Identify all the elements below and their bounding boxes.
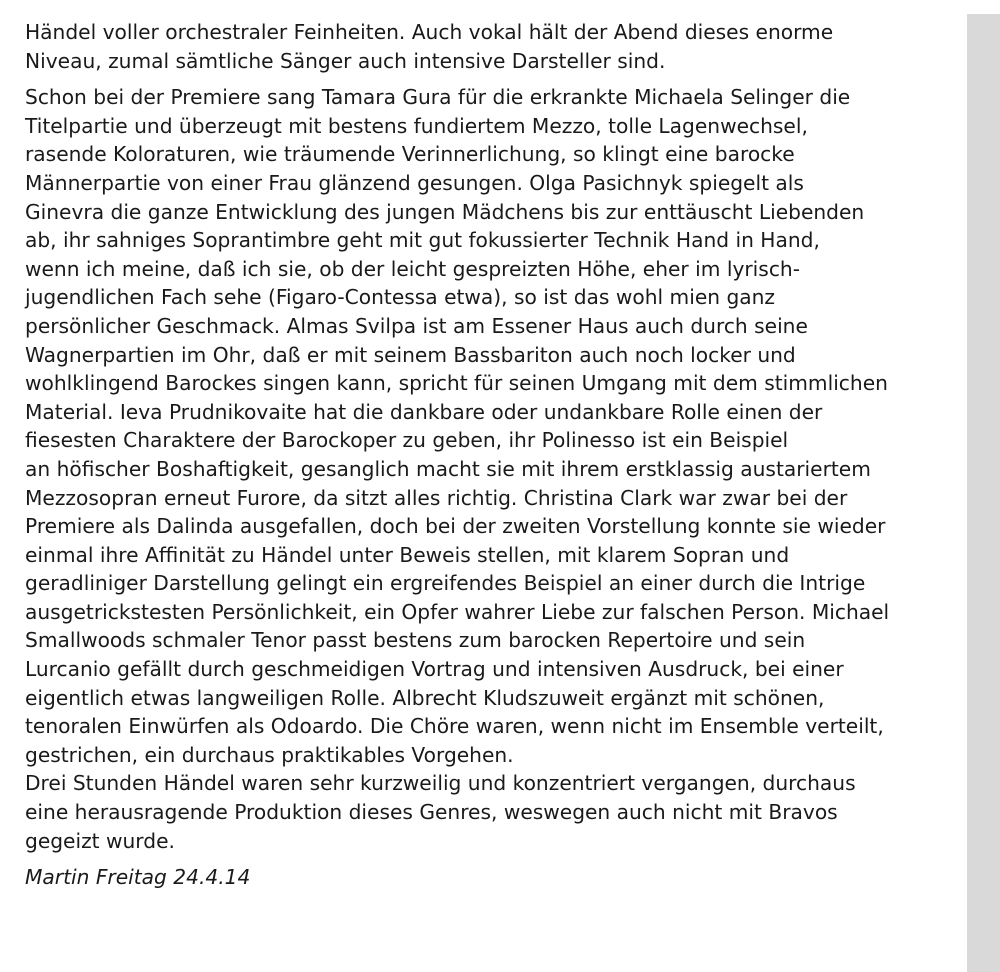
text-line: einmal ihre Affinität zu Händel unter Beweis stellen, mit klarem Sopran und <box>25 542 790 567</box>
text-line: Material. Ieva Prudnikovaite hat die dankbare oder undankbare Rolle einen der <box>25 399 823 424</box>
text-line: gestrichen, ein durchaus praktikables Vorgehen. <box>25 742 514 767</box>
text-line: Ginevra die ganze Entwicklung des jungen Mädchens bis zur enttäuscht Liebenden <box>25 199 865 224</box>
text-line: Niveau, zumal sämtliche Sänger auch intensive Darsteller sind. <box>25 48 666 73</box>
text-line: Männerpartie von einer Frau glänzend gesungen. Olga Pasichnyk spiegelt als <box>25 170 804 195</box>
text-line: persönlicher Geschmack. Almas Svilpa ist am Essener Haus auch durch seine <box>25 313 808 338</box>
text-line: eigentlich etwas langweiligen Rolle. Albrecht Kludszuweit ergänzt mit schönen, <box>25 685 825 710</box>
paragraph-1 <box>25 18 965 75</box>
text-line: jugendlichen Fach sehe (Figaro-Contessa etwa), so ist das wohl mien ganz <box>25 285 776 310</box>
text-line: Premiere als Dalinda ausgefallen, doch bei der zweiten Vorstellung konnte sie wieder <box>25 514 886 539</box>
text-line: fiesesten Charaktere der Barockoper zu geben, ihr Polinesso ist ein Beispiel <box>25 428 789 453</box>
text-line: Händel voller orchestraler Feinheiten. Auch vokal hält der Abend dieses enorme <box>25 20 834 44</box>
text-line: gegeizt wurde. <box>25 828 175 853</box>
text-line: wohlklingend Barockes singen kann, spricht für seinen Umgang mit dem stimmlichen <box>25 371 888 396</box>
text-line: ab, ihr sahniges Soprantimbre geht mit gut fokussierter Technik Hand in Hand, <box>25 228 820 253</box>
text-line: Smallwoods schmaler Tenor passt bestens zum barocken Repertoire und sein <box>25 628 806 653</box>
text-line: an höfischer Boshaftigkeit, gesanglich macht sie mit ihrem erstklassig austariertem <box>25 456 871 481</box>
text-line: eine herausragende Produktion dieses Genres, weswegen auch nicht mit Bravos <box>25 800 838 825</box>
text-line: Mezzosopran erneut Furore, da sitzt alles richtig. Christina Clark war zwar bei der <box>25 485 848 510</box>
article-body <box>25 18 965 892</box>
text-line: geradliniger Darstellung gelingt ein ergreifendes Beispiel an einer durch die Intrige <box>25 571 866 596</box>
text-line: Lurcanio gefällt durch geschmeidigen Vortrag und intensiven Ausdruck, bei einer <box>25 657 844 682</box>
scrollbar-track[interactable] <box>967 14 1000 972</box>
text-line: Titelpartie und überzeugt mit bestens fundiertem Mezzo, tolle Lagenwechsel, <box>25 113 808 138</box>
text-line: tenoralen Einwürfen als Odoardo. Die Chöre waren, wenn nicht im Ensemble verteilt, <box>25 714 884 739</box>
author-signature: Martin Freitag 24.4.14 <box>25 865 251 890</box>
text-line: wenn ich meine, daß ich sie, ob der leicht gespreizten Höhe, eher im lyrisch- <box>25 256 800 281</box>
text-line: Wagnerpartien im Ohr, daß er mit seinem Bassbariton auch noch locker und <box>25 342 796 367</box>
text-line: ausgetrickstesten Persönlichkeit, ein Opfer wahrer Liebe zur falschen Person. Michael <box>25 599 890 624</box>
text-line: rasende Koloraturen, wie träumende Verinnerlichung, so klingt eine barocke <box>25 142 795 167</box>
text-line: Drei Stunden Händel waren sehr kurzweilig und konzentriert vergangen, durchaus <box>25 771 856 796</box>
paragraph-2 <box>25 83 965 855</box>
text-line: Schon bei der Premiere sang Tamara Gura für die erkrankte Michaela Selinger die <box>25 85 851 110</box>
